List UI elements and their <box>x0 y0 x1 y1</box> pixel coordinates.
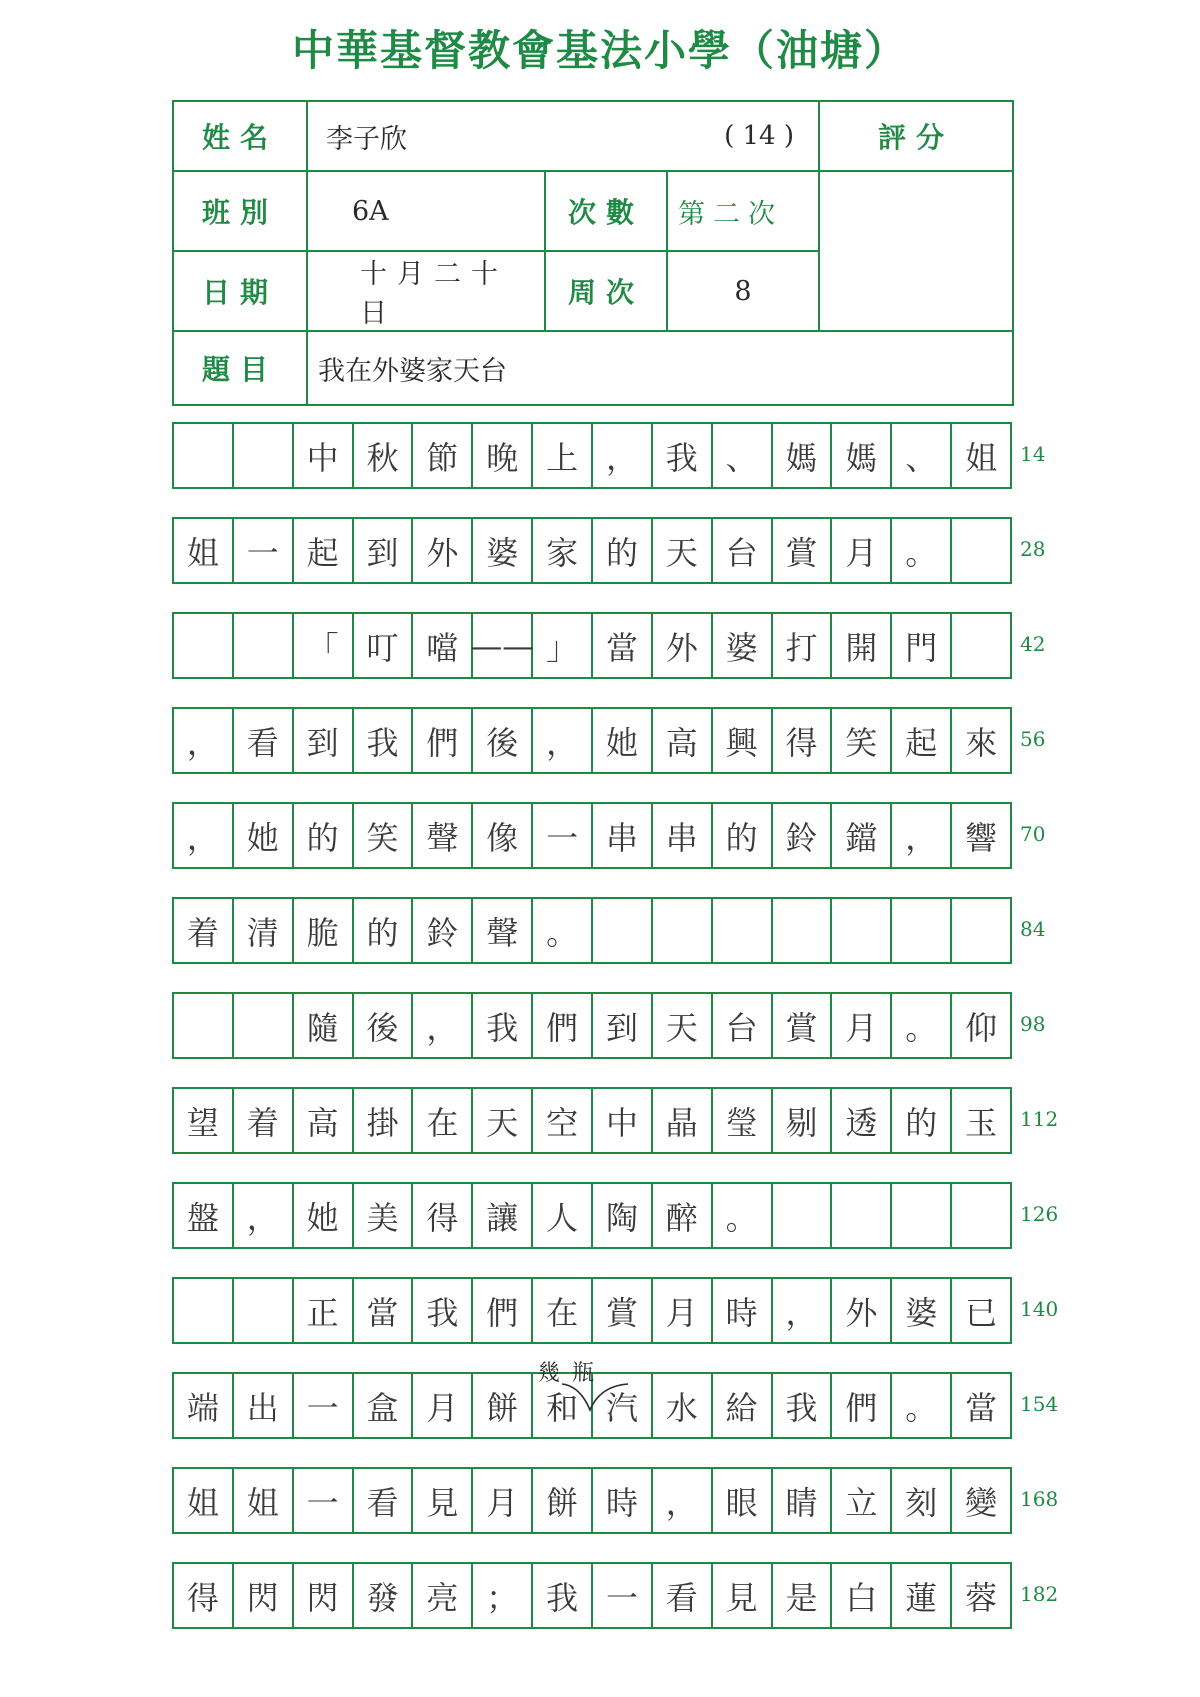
row-char-count: 42 <box>1020 632 1046 656</box>
essay-cell: 當 <box>354 1279 414 1342</box>
essay-cell <box>174 424 234 487</box>
essay-cell: 正 <box>294 1279 354 1342</box>
essay-cell <box>234 994 294 1057</box>
essay-row <box>172 802 1012 869</box>
essay-row <box>172 897 1012 964</box>
essay-cell <box>892 1184 952 1247</box>
essay-cell: 到 <box>294 709 354 772</box>
essay-cell <box>832 899 892 962</box>
essay-cell: 看 <box>234 709 294 772</box>
essay-cell: ， <box>653 1469 713 1532</box>
essay-cell: 空 <box>533 1089 593 1152</box>
row-char-count: 168 <box>1020 1487 1059 1511</box>
essay-row <box>172 612 1012 679</box>
essay-cell: 們 <box>473 1279 533 1342</box>
page-title: 中華基督教會基法小學（油塘） <box>291 26 908 75</box>
essay-cell: 陶 <box>593 1184 653 1247</box>
essay-cell: 外 <box>832 1279 892 1342</box>
essay-cell: 和 <box>533 1374 593 1437</box>
row-char-count: 112 <box>1020 1107 1059 1131</box>
essay-cell: 們 <box>413 709 473 772</box>
essay-cell: 讓 <box>473 1184 533 1247</box>
essay-cell: 中 <box>593 1089 653 1152</box>
essay-cell <box>773 899 833 962</box>
row-char-count: 182 <box>1020 1582 1059 1606</box>
essay-cell: 。 <box>713 1184 773 1247</box>
essay-cell: 高 <box>653 709 713 772</box>
essay-cell: 在 <box>533 1279 593 1342</box>
essay-cell: 「 <box>294 614 354 677</box>
essay-cell: 姐 <box>174 1469 234 1532</box>
essay-cell: 婆 <box>473 519 533 582</box>
essay-cell: 來 <box>952 709 1012 772</box>
essay-cell: 一 <box>294 1469 354 1532</box>
student-number: ( 14 ) <box>724 121 794 151</box>
essay-cell: 給 <box>713 1374 773 1437</box>
essay-cell: 時 <box>593 1469 653 1532</box>
essay-cell: 望 <box>174 1089 234 1152</box>
essay-cell: 月 <box>832 519 892 582</box>
row-char-count: 98 <box>1020 1012 1046 1036</box>
essay-cell: ， <box>174 804 234 867</box>
essay-cell: 高 <box>294 1089 354 1152</box>
essay-cell: 晚 <box>473 424 533 487</box>
essay-cell: 外 <box>653 614 713 677</box>
essay-cell <box>892 899 952 962</box>
class-value: 6A <box>307 171 545 251</box>
essay-cell: 餅 <box>473 1374 533 1437</box>
essay-cell: 天 <box>653 994 713 1057</box>
essay-cell: 婆 <box>713 614 773 677</box>
essay-cell <box>174 994 234 1057</box>
row-char-count: 14 <box>1020 442 1046 466</box>
essay-cell: 到 <box>354 519 414 582</box>
date-label: 日期 <box>173 251 307 331</box>
essay-cell: 出 <box>234 1374 294 1437</box>
essay-cell: 家 <box>533 519 593 582</box>
essay-cell: 像 <box>473 804 533 867</box>
essay-cell: 響 <box>952 804 1012 867</box>
essay-cell: 看 <box>653 1564 713 1627</box>
score-label: 評分 <box>819 101 1013 171</box>
essay-cell: 蓉 <box>952 1564 1012 1627</box>
essay-cell: 清 <box>234 899 294 962</box>
essay-cell: 蓮 <box>892 1564 952 1627</box>
essay-cell: —— <box>473 614 533 677</box>
date-value: 十月二十日 <box>307 251 545 331</box>
essay-cell: 汽 <box>593 1374 653 1437</box>
essay-cell: 一 <box>234 519 294 582</box>
essay-row <box>172 1087 1012 1154</box>
essay-cell: 我 <box>653 424 713 487</box>
essay-cell: 天 <box>473 1089 533 1152</box>
essay-cell: ， <box>773 1279 833 1342</box>
essay-cell: 玉 <box>952 1089 1012 1152</box>
essay-cell: 我 <box>533 1564 593 1627</box>
essay-cell: 秋 <box>354 424 414 487</box>
essay-cell <box>174 614 234 677</box>
essay-cell: 台 <box>713 994 773 1057</box>
essay-cell: 的 <box>892 1089 952 1152</box>
essay-cell: 變 <box>952 1469 1012 1532</box>
essay-cell <box>952 899 1012 962</box>
essay-cell: 打 <box>773 614 833 677</box>
essay-cell: 月 <box>473 1469 533 1532</box>
essay-cell: 。 <box>892 1374 952 1437</box>
essay-cell: 透 <box>832 1089 892 1152</box>
essay-cell: ， <box>174 709 234 772</box>
essay-cell: 隨 <box>294 994 354 1057</box>
essay-cell: 刻 <box>892 1469 952 1532</box>
essay-cell: 的 <box>593 519 653 582</box>
essay-cell: 開 <box>832 614 892 677</box>
essay-cell: 媽 <box>773 424 833 487</box>
essay-cell: 當 <box>952 1374 1012 1437</box>
essay-cell: 閃 <box>234 1564 294 1627</box>
essay-cell: 到 <box>593 994 653 1057</box>
essay-cell: 聲 <box>473 899 533 962</box>
essay-cell: 聲 <box>413 804 473 867</box>
row-char-count: 126 <box>1020 1202 1059 1226</box>
essay-cell: 。 <box>533 899 593 962</box>
essay-cell: 中 <box>294 424 354 487</box>
essay-cell: 美 <box>354 1184 414 1247</box>
essay-row <box>172 1277 1012 1344</box>
essay-cell: 門 <box>892 614 952 677</box>
attempt-label: 次數 <box>545 171 667 251</box>
insertion-caret-icon <box>560 1382 630 1412</box>
topic-label: 題目 <box>173 331 307 405</box>
essay-cell: 起 <box>294 519 354 582</box>
essay-cell: 興 <box>713 709 773 772</box>
essay-cell: 媽 <box>832 424 892 487</box>
essay-cell: 她 <box>593 709 653 772</box>
essay-cell: 瑩 <box>713 1089 773 1152</box>
essay-cell: 、 <box>713 424 773 487</box>
essay-cell: 」 <box>533 614 593 677</box>
essay-cell: 叮 <box>354 614 414 677</box>
essay-cell: 後 <box>354 994 414 1057</box>
essay-cell: 串 <box>593 804 653 867</box>
essay-cell: 起 <box>892 709 952 772</box>
essay-cell: ， <box>892 804 952 867</box>
essay-cell <box>234 1279 294 1342</box>
essay-cell: 笑 <box>832 709 892 772</box>
name-value: 李子欣 <box>326 123 407 155</box>
essay-row <box>172 1182 1012 1249</box>
essay-cell: 看 <box>354 1469 414 1532</box>
essay-cell <box>234 424 294 487</box>
essay-cell <box>952 614 1012 677</box>
name-label: 姓名 <box>173 101 307 171</box>
essay-cell: 見 <box>713 1564 773 1627</box>
essay-cell: 亮 <box>413 1564 473 1627</box>
essay-cell: 我 <box>413 1279 473 1342</box>
essay-cell: 眼 <box>713 1469 773 1532</box>
essay-cell: ， <box>413 994 473 1057</box>
essay-cell: 月 <box>832 994 892 1057</box>
essay-cell: 脆 <box>294 899 354 962</box>
essay-cell: 賞 <box>773 519 833 582</box>
essay-cell: 得 <box>174 1564 234 1627</box>
essay-cell: 賞 <box>593 1279 653 1342</box>
essay-cell: 笑 <box>354 804 414 867</box>
essay-cell: 在 <box>413 1089 473 1152</box>
essay-cell: 鈴 <box>413 899 473 962</box>
essay-cell: 們 <box>533 994 593 1057</box>
essay-cell: ； <box>473 1564 533 1627</box>
row-char-count: 28 <box>1020 537 1046 561</box>
essay-row <box>172 1562 1012 1629</box>
essay-cell: 她 <box>294 1184 354 1247</box>
score-box <box>819 171 1013 331</box>
essay-cell: 的 <box>713 804 773 867</box>
essay-row <box>172 422 1012 489</box>
essay-cell <box>713 899 773 962</box>
essay-cell: 得 <box>773 709 833 772</box>
topic-value: 我在外婆家天台 <box>307 331 1013 405</box>
essay-cell: 見 <box>413 1469 473 1532</box>
essay-cell: 婆 <box>892 1279 952 1342</box>
essay-cell: 外 <box>413 519 473 582</box>
essay-cell: 餅 <box>533 1469 593 1532</box>
essay-cell: 醉 <box>653 1184 713 1247</box>
essay-cell: 發 <box>354 1564 414 1627</box>
essay-cell: ， <box>593 424 653 487</box>
essay-row <box>172 1467 1012 1534</box>
row-char-count: 84 <box>1020 917 1046 941</box>
essay-cell <box>653 899 713 962</box>
essay-row <box>172 517 1012 584</box>
name-field <box>307 101 819 171</box>
essay-cell: 立 <box>832 1469 892 1532</box>
essay-cell: ， <box>234 1184 294 1247</box>
week-label: 周次 <box>545 251 667 331</box>
insertion-note: 幾瓶 <box>538 1361 607 1386</box>
essay-row <box>172 707 1012 774</box>
row-char-count: 56 <box>1020 727 1046 751</box>
student-info-table <box>172 100 1014 406</box>
essay-cell: 一 <box>593 1564 653 1627</box>
essay-cell: 姐 <box>174 519 234 582</box>
essay-cell: 她 <box>234 804 294 867</box>
essay-cell: 。 <box>892 994 952 1057</box>
essay-cell: 的 <box>354 899 414 962</box>
row-char-count: 140 <box>1020 1297 1059 1321</box>
essay-cell: 盤 <box>174 1184 234 1247</box>
essay-cell: 鐺 <box>832 804 892 867</box>
essay-cell: 我 <box>773 1374 833 1437</box>
row-char-count: 154 <box>1020 1392 1059 1416</box>
essay-cell: 剔 <box>773 1089 833 1152</box>
essay-cell: 後 <box>473 709 533 772</box>
row-char-count: 70 <box>1020 822 1046 846</box>
essay-cell <box>174 1279 234 1342</box>
essay-cell: 仰 <box>952 994 1012 1057</box>
class-label: 班別 <box>173 171 307 251</box>
essay-cell <box>952 519 1012 582</box>
essay-cell: 一 <box>294 1374 354 1437</box>
essay-cell: 台 <box>713 519 773 582</box>
essay-cell: 我 <box>473 994 533 1057</box>
essay-cell: 月 <box>653 1279 713 1342</box>
essay-cell: 得 <box>413 1184 473 1247</box>
essay-cell: 上 <box>533 424 593 487</box>
essay-cell: 掛 <box>354 1089 414 1152</box>
essay-cell: 姐 <box>234 1469 294 1532</box>
week-value: 8 <box>667 251 819 331</box>
essay-cell: 閃 <box>294 1564 354 1627</box>
essay-cell: 人 <box>533 1184 593 1247</box>
essay-cell: ， <box>533 709 593 772</box>
essay-cell: 我 <box>354 709 414 772</box>
essay-cell: 鈴 <box>773 804 833 867</box>
essay-cell: 串 <box>653 804 713 867</box>
essay-cell: 天 <box>653 519 713 582</box>
attempt-value: 第二次 <box>667 171 819 251</box>
essay-cell: 節 <box>413 424 473 487</box>
essay-cell: 着 <box>174 899 234 962</box>
essay-cell: 是 <box>773 1564 833 1627</box>
essay-cell: 盒 <box>354 1374 414 1437</box>
essay-cell <box>593 899 653 962</box>
essay-cell <box>952 1184 1012 1247</box>
essay-cell: 姐 <box>952 424 1012 487</box>
essay-cell: 們 <box>832 1374 892 1437</box>
essay-cell: 着 <box>234 1089 294 1152</box>
essay-cell <box>234 614 294 677</box>
essay-cell: 當 <box>593 614 653 677</box>
essay-row <box>172 992 1012 1059</box>
essay-cell: 月 <box>413 1374 473 1437</box>
essay-cell: 一 <box>533 804 593 867</box>
essay-cell: 。 <box>892 519 952 582</box>
essay-cell <box>832 1184 892 1247</box>
essay-cell: 噹 <box>413 614 473 677</box>
essay-cell: 水 <box>653 1374 713 1437</box>
essay-cell: 端 <box>174 1374 234 1437</box>
essay-cell: 已 <box>952 1279 1012 1342</box>
essay-cell: 、 <box>892 424 952 487</box>
essay-cell: 睛 <box>773 1469 833 1532</box>
essay-cell: 白 <box>832 1564 892 1627</box>
essay-cell: 的 <box>294 804 354 867</box>
essay-cell: 晶 <box>653 1089 713 1152</box>
essay-cell <box>773 1184 833 1247</box>
essay-cell: 賞 <box>773 994 833 1057</box>
essay-cell: 時 <box>713 1279 773 1342</box>
